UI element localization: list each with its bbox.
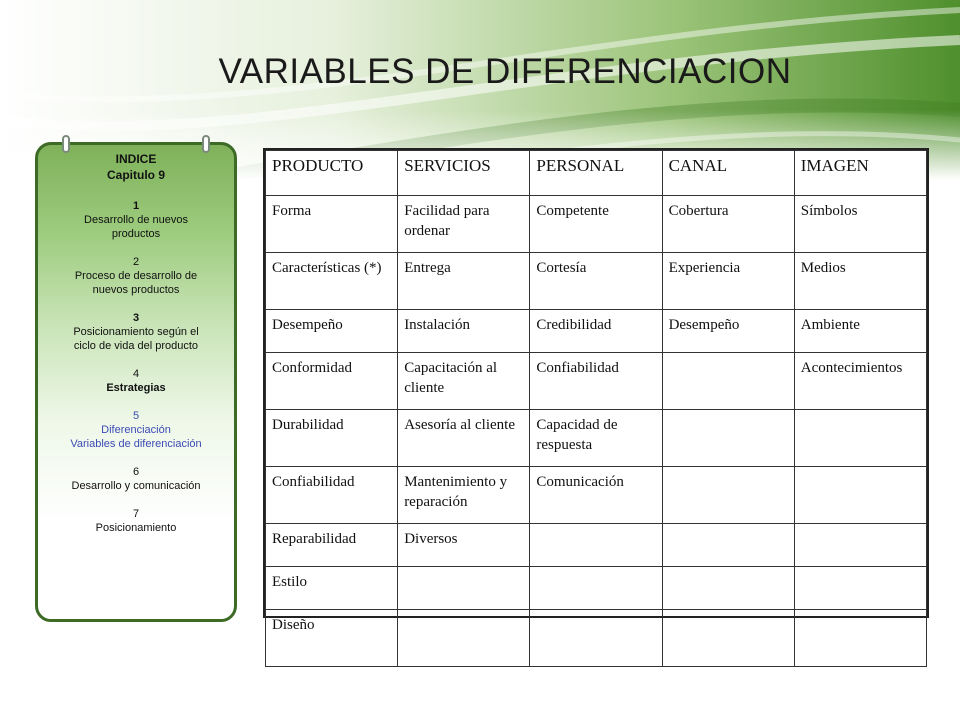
table-cell [662,467,794,524]
table-cell [662,610,794,667]
index-item-label: Posicionamiento según el [73,326,199,338]
table-cell: Medios [794,253,926,310]
header-producto: PRODUCTO [266,151,398,196]
table-cell: Facilidad para ordenar [398,196,530,253]
table-row [266,467,927,524]
table-row [266,253,927,310]
table-cell: Mantenimiento y reparación [398,467,530,524]
variables-table-image [263,148,929,633]
table-cell: Comunicación [530,467,662,524]
binder-clip-left [62,135,70,153]
header-imagen: IMAGEN [794,151,926,196]
table-cell: Asesoría al cliente [398,410,530,467]
index-item-number: 4 [132,368,140,380]
table-cell [794,610,926,667]
table-cell [398,567,530,610]
table-cell [662,410,794,467]
table-cell: Capacidad de respuesta [530,410,662,467]
table-row [266,196,927,253]
index-item-7[interactable] [42,507,230,535]
table-header-row [266,151,927,196]
table-cell: Ambiente [794,310,926,353]
table-cell [794,467,926,524]
header-canal: CANAL [662,151,794,196]
table-cell: Diseño [266,610,398,667]
index-item-2[interactable] [42,255,230,297]
table-cell [398,610,530,667]
index-item-label: Proceso de desarrollo de [74,270,198,282]
index-item-label: Estrategias [106,382,166,394]
index-chapter: Capitulo 9 [106,168,165,182]
index-item-number: 6 [132,466,140,478]
table-cell [794,567,926,610]
table-cell [794,410,926,467]
table-cell: Instalación [398,310,530,353]
index-item-label-cont: productos [111,228,161,240]
table-cell: Conformidad [266,353,398,410]
table-cell: Símbolos [794,196,926,253]
table-cell: Forma [266,196,398,253]
table-cell [530,567,662,610]
table-cell: Capacitación al cliente [398,353,530,410]
index-item-label: Posicionamiento [95,522,177,534]
table-cell: Experiencia [662,253,794,310]
table-cell [662,567,794,610]
table-row [266,567,927,610]
index-item-label: Desarrollo de nuevos [84,214,188,226]
table-cell: Estilo [266,567,398,610]
table-cell: Entrega [398,253,530,310]
header-personal: PERSONAL [530,151,662,196]
index-item-number: 1 [132,200,140,212]
index-item-5[interactable] [42,409,230,451]
index-item-label: Diferenciación [101,424,171,436]
table-cell: Características (*) [266,253,398,310]
table-cell [662,353,794,410]
binder-clip-right [202,135,210,153]
index-list [38,199,234,535]
table-cell: Competente [530,196,662,253]
table-cell: Confiabilidad [266,467,398,524]
index-item-number: 3 [132,312,140,324]
index-item-6[interactable] [42,465,230,493]
index-item-3[interactable] [42,311,230,353]
table-row [266,310,927,353]
table-cell [530,610,662,667]
table-cell [662,524,794,567]
index-item-1[interactable] [42,199,230,241]
table-row [266,610,927,667]
table-cell: Desempeño [266,310,398,353]
table-cell: Desempeño [662,310,794,353]
table-row [266,410,927,467]
header-servicios: SERVICIOS [398,151,530,196]
index-item-label-cont: ciclo de vida del producto [73,340,199,352]
table-cell: Credibilidad [530,310,662,353]
index-item-4[interactable] [42,367,230,395]
slide-title: VARIABLES DE DIFERENCIACION [218,52,792,91]
table-row [266,524,927,567]
index-item-number: 7 [132,508,140,520]
index-panel [35,142,237,622]
table-cell: Confiabilidad [530,353,662,410]
index-item-label-cont: Variables de diferenciación [70,438,202,450]
table-cell: Durabilidad [266,410,398,467]
index-item-number: 2 [132,256,140,268]
table-row [266,353,927,410]
table-cell [794,524,926,567]
index-heading: INDICE [115,152,157,166]
table-cell: Cortesía [530,253,662,310]
table-cell: Cobertura [662,196,794,253]
table-cell [530,524,662,567]
table-cell: Acontecimientos [794,353,926,410]
variables-table [265,150,927,667]
index-item-number: 5 [132,410,140,422]
index-item-label: Desarrollo y comunicación [71,480,201,492]
table-cell: Diversos [398,524,530,567]
index-item-label-cont: nuevos productos [92,284,180,296]
table-cell: Reparabilidad [266,524,398,567]
